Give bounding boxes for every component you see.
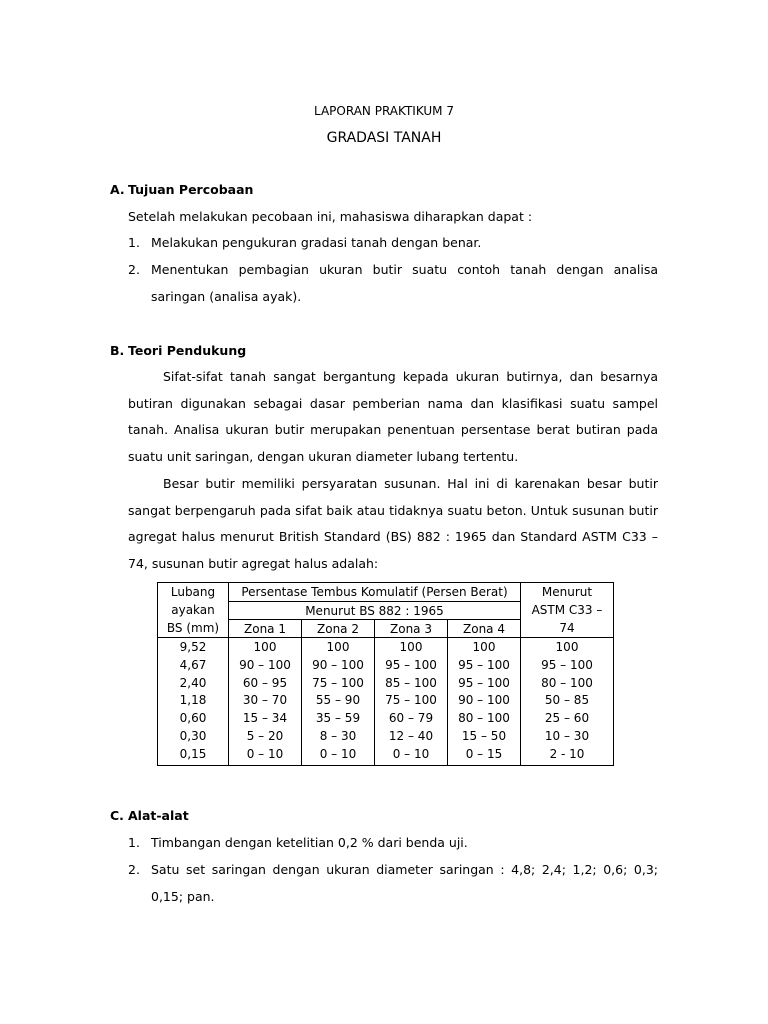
- zona-1-cell: 5 – 20: [246, 728, 284, 743]
- zona-2-cell: 75 – 100: [312, 675, 364, 690]
- zona-3-cell: 0 – 10: [392, 746, 430, 761]
- size-cell: 0,15: [179, 746, 207, 761]
- item-number: 1.: [128, 235, 140, 250]
- zona-4-cell: 15 – 50: [461, 728, 507, 743]
- section-a-title: Tujuan Percobaan: [128, 182, 254, 197]
- astm-cell: 2 - 10: [549, 746, 585, 761]
- section-b-paragraph-2: Besar butir memiliki persyaratan susunan. Hal ini di karenakan besar butir sangat berpengaruh pada sifat baik atau tidaknya suatu beton. Untuk susunan butir agregat halus menurut British Standard (BS) 882 : 1965 dan Standard ASTM C33 – 74, susunan butir agregat halus adalah:: [128, 476, 658, 571]
- document-title: GRADASI TANAH: [326, 130, 442, 146]
- report-label: LAPORAN PRAKTIKUM 7: [314, 104, 454, 118]
- zona-2-cell: 100: [326, 640, 350, 654]
- section-c-letter: C.: [110, 808, 124, 823]
- section-a-letter: A.: [110, 182, 125, 197]
- zona-3-cell: 60 – 79: [388, 711, 434, 726]
- astm-cell: 100: [555, 640, 579, 654]
- zona-3-cell: 75 – 100: [385, 693, 437, 708]
- section-c-title: Alat-alat: [128, 808, 189, 823]
- astm-cell: 50 – 85: [544, 693, 590, 708]
- item-text: Menentukan pembagian ukuran butir suatu contoh tanah dengan analisa saringan (analisa ayak).: [151, 262, 658, 304]
- zona-4-cell: 95 – 100: [458, 675, 510, 690]
- column-zona-4: [448, 638, 521, 766]
- column-sizes: [158, 638, 229, 766]
- size-cell: 1,18: [179, 693, 207, 708]
- zona-2-cell: 55 – 90: [315, 693, 361, 708]
- item-number: 1.: [128, 835, 140, 850]
- section-b-heading: [110, 343, 246, 358]
- section-b-letter: B.: [110, 343, 125, 358]
- item-number: 2.: [128, 862, 140, 877]
- size-cell: 9,52: [179, 640, 207, 654]
- column-zona-2: [302, 638, 375, 766]
- section-c-heading: [110, 808, 189, 823]
- zona-3-cell: 95 – 100: [385, 657, 437, 672]
- section-a-item-2: [128, 257, 658, 310]
- section-a-heading: [110, 182, 253, 197]
- zona-4-cell: 90 – 100: [458, 693, 510, 708]
- astm-cell: 95 – 100: [541, 657, 593, 672]
- zona-2-cell: 8 – 30: [319, 728, 357, 743]
- item-text: Melakukan pengukuran gradasi tanah dengan benar.: [151, 235, 482, 250]
- column-astm: [521, 638, 614, 766]
- header-zona-3: Zona 3: [375, 620, 448, 638]
- section-c-item-1: [128, 830, 658, 857]
- zona-4-cell: 0 – 15: [465, 746, 503, 761]
- size-cell: 0,60: [179, 711, 207, 726]
- zona-2-cell: 35 – 59: [315, 711, 361, 726]
- size-cell: 2,40: [179, 675, 207, 690]
- section-b-paragraph-1: Sifat-sifat tanah sangat bergantung kepada ukuran butirnya, dan besarnya butiran digunakan sebagai dasar pemberian nama dan klasifikasi suatu sampel tanah. Analisa ukuran butir merupakan penentuan persentase berat butiran pada suatu unit saringan, dengan ukuran diameter lubang tertentu.: [128, 369, 658, 464]
- zona-4-cell: 80 – 100: [458, 711, 510, 726]
- header-bs: Menurut BS 882 : 1965: [229, 602, 521, 620]
- zona-1-cell: 0 – 10: [246, 746, 284, 761]
- header-lubang: Lubang ayakan BS (mm): [158, 583, 229, 638]
- column-zona-1: [229, 638, 302, 766]
- item-text: Satu set saringan dengan ukuran diameter saringan : 4,8; 2,4; 1,2; 0,6; 0,3; 0,15; pan.: [151, 862, 658, 904]
- section-b-title: Teori Pendukung: [128, 343, 247, 358]
- header-zona-4: Zona 4: [448, 620, 521, 638]
- zona-2-cell: 0 – 10: [319, 746, 357, 761]
- section-a-intro: Setelah melakukan pecobaan ini, mahasiswa diharapkan dapat :: [128, 209, 533, 224]
- astm-cell: 80 – 100: [541, 675, 593, 690]
- zona-1-cell: 90 – 100: [239, 657, 291, 672]
- zona-1-cell: 100: [253, 640, 277, 654]
- zona-1-cell: 15 – 34: [242, 711, 288, 726]
- section-c-item-2: [128, 857, 658, 910]
- zona-4-cell: 95 – 100: [458, 657, 510, 672]
- zona-1-cell: 30 – 70: [242, 693, 288, 708]
- zona-3-cell: 85 – 100: [385, 675, 437, 690]
- size-cell: 0,30: [179, 728, 207, 743]
- zona-1-cell: 60 – 95: [242, 675, 288, 690]
- zona-2-cell: 90 – 100: [312, 657, 364, 672]
- header-persentase: Persentase Tembus Komulatif (Persen Berat): [229, 583, 521, 602]
- zona-3-cell: 100: [399, 640, 423, 654]
- item-text: Timbangan dengan ketelitian 0,2 % dari benda uji.: [151, 835, 468, 850]
- header-zona-2: Zona 2: [302, 620, 375, 638]
- column-zona-3: [375, 638, 448, 766]
- header-zona-1: Zona 1: [229, 620, 302, 638]
- zona-4-cell: 100: [472, 640, 496, 654]
- astm-cell: 25 – 60: [544, 711, 590, 726]
- header-astm: Menurut ASTM C33 – 74: [521, 583, 614, 638]
- section-a-item-1: [128, 230, 658, 257]
- size-cell: 4,67: [179, 657, 207, 672]
- astm-cell: 10 – 30: [544, 728, 590, 743]
- item-number: 2.: [128, 262, 140, 277]
- zona-3-cell: 12 – 40: [388, 728, 434, 743]
- gradation-table: [157, 582, 614, 766]
